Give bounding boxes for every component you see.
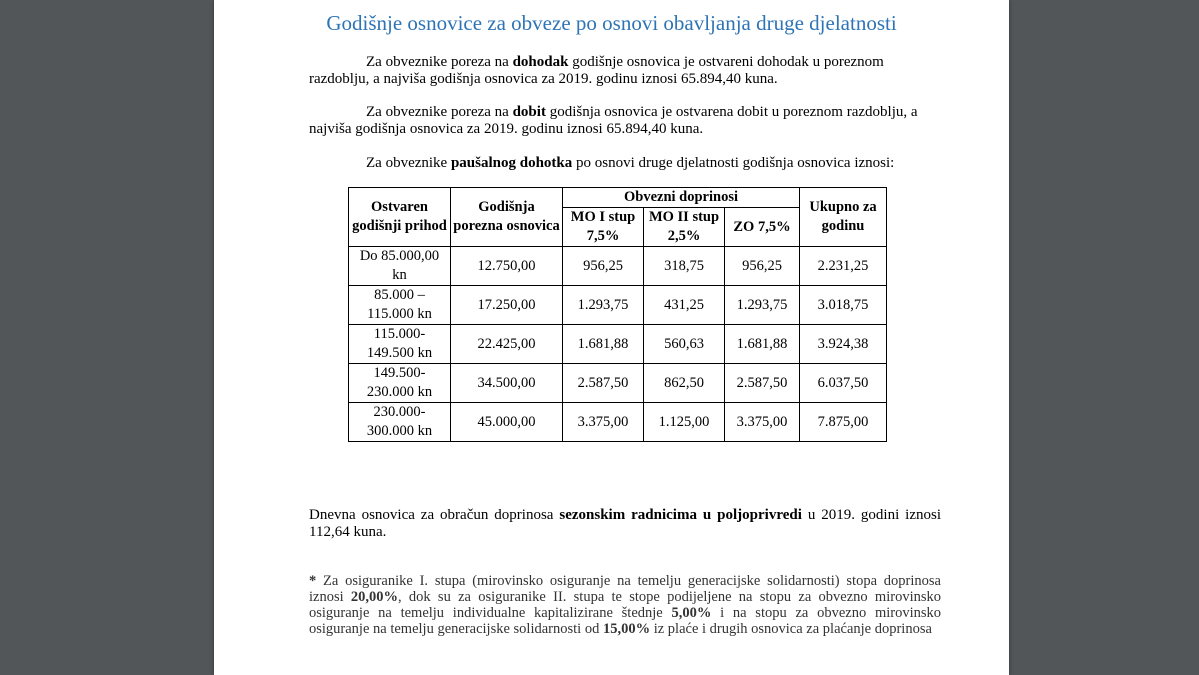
cell-prihod: 230.000-300.000 kn xyxy=(349,403,451,442)
cell-mo1: 1.293,75 xyxy=(563,286,644,325)
cell-zo: 1.681,88 xyxy=(725,325,800,364)
header-osnovica: Godišnja porezna osnovica xyxy=(451,188,563,247)
cell-mo2: 560,63 xyxy=(644,325,725,364)
bold-dobit: dobit xyxy=(512,104,546,120)
table-row xyxy=(349,403,887,442)
table-row xyxy=(349,364,887,403)
table-row xyxy=(349,325,887,364)
bold-sezonski: sezonskim radnicima u poljoprivredi xyxy=(559,507,802,523)
bold-dohodak: dohodak xyxy=(512,54,569,70)
contributions-table xyxy=(348,187,887,442)
header-doprinosi: Obvezni doprinosi xyxy=(563,188,800,208)
header-ukupno: Ukupno za godinu xyxy=(800,188,887,247)
cell-osnovica: 34.500,00 xyxy=(451,364,563,403)
document-title: Godišnje osnovice za obveze po osnovi obavljanja druge djelatnosti xyxy=(326,11,897,35)
header-prihod: Ostvaren godišnji prihod xyxy=(349,188,451,247)
footnote-star: * xyxy=(309,573,317,589)
cell-prihod: 115.000-149.500 kn xyxy=(349,325,451,364)
cell-ukupno: 3.018,75 xyxy=(800,286,887,325)
cell-prihod: Do 85.000,00 kn xyxy=(349,247,451,286)
cell-prihod: 85.000 – 115.000 kn xyxy=(349,286,451,325)
cell-ukupno: 6.037,50 xyxy=(800,364,887,403)
cell-osnovica: 17.250,00 xyxy=(451,286,563,325)
cell-zo: 956,25 xyxy=(725,247,800,286)
bold-pausalni: paušalnog dohotka xyxy=(450,155,573,171)
paragraph-dohodak: Za obveznike poreza na dohodak godišnje osnovica je ostvareni dohodak u poreznom razdoblju, a najviša godišnja osnovica za 2019. godinu iznosi 65.894,40 kuna. xyxy=(309,54,884,87)
cell-mo2: 318,75 xyxy=(644,247,725,286)
cell-mo2: 862,50 xyxy=(644,364,725,403)
header-mo1: MO I stup 7,5% xyxy=(563,208,644,247)
cell-mo2: 431,25 xyxy=(644,286,725,325)
footnote: * Za osiguranike I. stupa (mirovinsko osiguranje na temelju generacijske solidarnosti) stopa doprinosa iznosi 20,00%, dok su za osiguranike II. stupa te stope podijeljene na stopu za obvezno mirovinsko osiguranje na temelju individualne kapitalizirane štednje 5,00% i na stopu za obvezno mirovinsko osiguranje na temelju generacijske solidarnosti od 15,00% iz plaće i drugih osnovica za plaćanje doprinosa xyxy=(309,573,941,637)
cell-mo1: 956,25 xyxy=(563,247,644,286)
cell-ukupno: 2.231,25 xyxy=(800,247,887,286)
cell-ukupno: 7.875,00 xyxy=(800,403,887,442)
table-header-row xyxy=(349,188,887,208)
cell-osnovica: 45.000,00 xyxy=(451,403,563,442)
document-page xyxy=(214,0,1009,675)
header-zo: ZO 7,5% xyxy=(725,208,800,247)
cell-mo1: 1.681,88 xyxy=(563,325,644,364)
cell-zo: 3.375,00 xyxy=(725,403,800,442)
paragraph-dobit: Za obveznike poreza na dobit godišnja osnovica je ostvarena dobit u poreznom razdoblju, a najviša godišnja osnovica za 2019. godinu iznosi 65.894,40 kuna. xyxy=(309,104,918,137)
cell-prihod: 149.500-230.000 kn xyxy=(349,364,451,403)
paragraph-sezonski: Dnevna osnovica za obračun doprinosa sezonskim radnicima u poljoprivredi u 2019. godini iznosi 112,64 kuna. xyxy=(309,507,941,540)
cell-zo: 2.587,50 xyxy=(725,364,800,403)
cell-zo: 1.293,75 xyxy=(725,286,800,325)
cell-ukupno: 3.924,38 xyxy=(800,325,887,364)
table-row xyxy=(349,247,887,286)
cell-osnovica: 12.750,00 xyxy=(451,247,563,286)
header-mo2: MO II stup 2,5% xyxy=(644,208,725,247)
cell-osnovica: 22.425,00 xyxy=(451,325,563,364)
paragraph-pausalni: Za obveznike paušalnog dohotka po osnovi druge djelatnosti godišnja osnovica iznosi: xyxy=(366,155,895,171)
cell-mo1: 3.375,00 xyxy=(563,403,644,442)
cell-mo2: 1.125,00 xyxy=(644,403,725,442)
table-row xyxy=(349,286,887,325)
cell-mo1: 2.587,50 xyxy=(563,364,644,403)
